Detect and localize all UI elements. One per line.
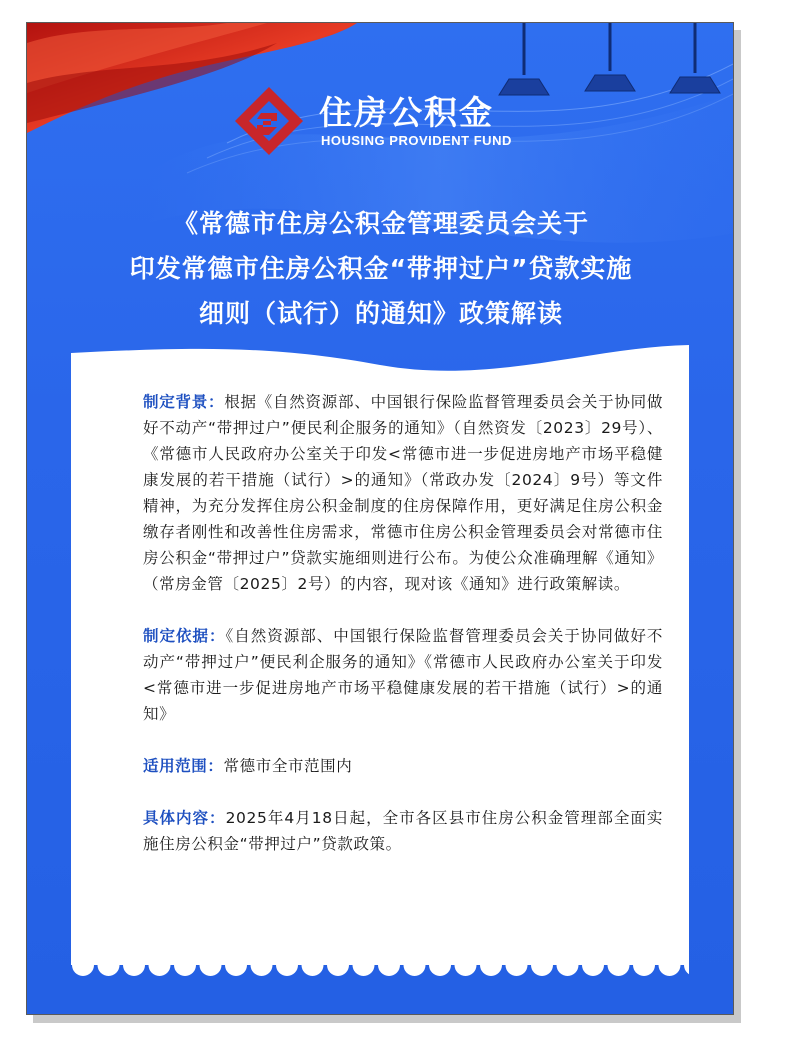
title-line: 细则（试行）的通知》政策解读 (198, 299, 563, 328)
section-label: 制定依据： (143, 627, 226, 645)
panel-scallop (404, 954, 426, 976)
section-text: 《自然资源部、中国银行保险监督管理委员会关于协同做好不动产“带押过户”便民利企服务的通知》《常德市人民政府办公室关于印发<常德市进一步促进房地产市场平稳健康发展的若干措施（试行）>的通知》 (143, 627, 663, 723)
logo-name-en: HOUSING PROVIDENT FUND (321, 133, 512, 148)
poster-title (57, 201, 705, 336)
section-label: 适用范围： (143, 757, 224, 775)
panel-scallop (174, 954, 196, 976)
section-background (143, 389, 663, 597)
panel-scallop (149, 954, 171, 976)
section-text: 根据《自然资源部、中国银行保险监督管理委员会关于协同做好不动产“带押过户”便民利企服务的通知》（自然资发〔2023〕29号）、《常德市人民政府办公室关于印发<常德市进一步促进房地产市场平稳健康发展的若干措施（试行）>的通知》（常政办发〔2024〕9号）等文件精神，为充分发挥住房公积金制度的住房保障作用，更好满足住房公积金缴存者刚性和改善性住房需求，常德市住房公积金管理委员会对常德市住房公积金“带押过户”贷款实施细则进行公布。为使公众准确理解《通知》（常房金管〔2025〕2号）的内容，现对该《通知》进行政策解读。 (143, 393, 663, 593)
policy-poster (26, 22, 734, 1015)
housing-fund-logo (233, 85, 523, 155)
panel-scallop (582, 954, 604, 976)
panel-scallop (200, 954, 222, 976)
panel-scallop (659, 954, 681, 976)
content-panel (71, 345, 689, 985)
section-label: 具体内容： (143, 809, 226, 827)
section-text: 2025年4月18日起，全市各区县市住房公积金管理部全面实施住房公积金“带押过户”贷款政策。 (143, 809, 663, 853)
section-basis (143, 623, 663, 727)
panel-scallop (251, 954, 273, 976)
panel-scallop (72, 954, 94, 976)
section-scope (143, 753, 663, 779)
panel-scallop (98, 954, 120, 976)
policy-content (143, 389, 663, 857)
title-line: 《常德市住房公积金管理委员会关于 (172, 209, 589, 238)
panel-scallop (608, 954, 630, 976)
panel-scallop (633, 954, 655, 976)
panel-scallop (353, 954, 375, 976)
panel-scallop (455, 954, 477, 976)
panel-scallop (225, 954, 247, 976)
logo-name-cn: 住房公积金 (319, 93, 494, 132)
panel-scallop (429, 954, 451, 976)
section-content (143, 805, 663, 857)
panel-scallop (302, 954, 324, 976)
panel-scallop (276, 954, 298, 976)
panel-scallop (506, 954, 528, 976)
panel-scallop (123, 954, 145, 976)
title-line: 印发常德市住房公积金“带押过户”贷款实施 (129, 254, 633, 283)
section-label: 制定背景： (143, 393, 225, 411)
panel-scallop (531, 954, 553, 976)
panel-scallop (327, 954, 349, 976)
panel-scallop (378, 954, 400, 976)
panel-scallop (557, 954, 579, 976)
ceiling-lamp-icon (499, 23, 720, 95)
panel-scallop (480, 954, 502, 976)
housing-fund-logo-icon (233, 85, 305, 157)
section-text: 常德市全市范围内 (223, 757, 353, 775)
